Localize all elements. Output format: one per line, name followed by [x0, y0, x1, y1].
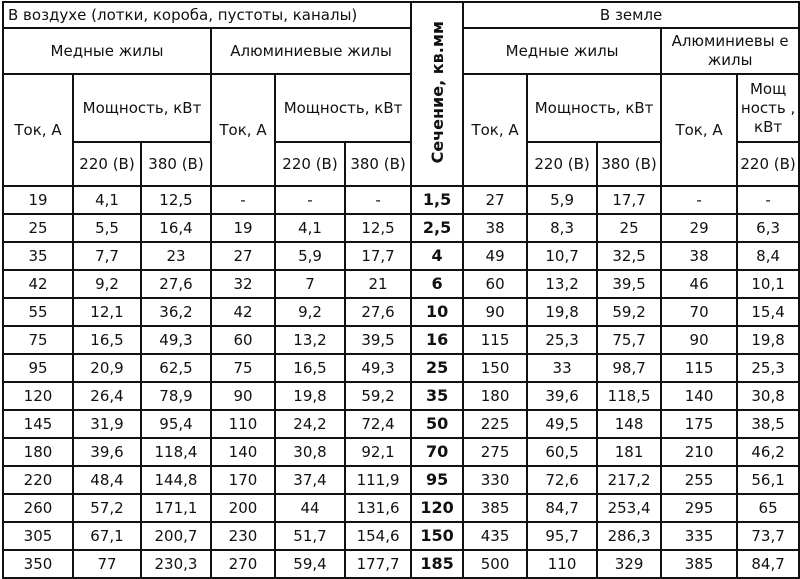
air-copper-220-cell: 67,1 [73, 522, 141, 550]
ground-copper-220-header: 220 (В) [527, 142, 597, 186]
ground-copper-220-cell: 84,7 [527, 494, 597, 522]
ground-aluminum-220-cell: 10,1 [737, 270, 799, 298]
ground-copper-380-cell: 39,5 [597, 270, 661, 298]
air-aluminum-header: Алюминиевые жилы [211, 28, 411, 74]
ground-aluminum-220-cell: 65 [737, 494, 799, 522]
ground-aluminum-current-cell: 295 [661, 494, 737, 522]
air-copper-220-cell: 26,4 [73, 382, 141, 410]
ground-aluminum-220-cell: 25,3 [737, 354, 799, 382]
air-aluminum-380-cell: 59,2 [345, 382, 411, 410]
air-copper-380-cell: 23 [141, 242, 211, 270]
air-copper-220-cell: 48,4 [73, 466, 141, 494]
ground-aluminum-current-cell: - [661, 186, 737, 214]
air-aluminum-380-cell: 72,4 [345, 410, 411, 438]
air-aluminum-current-cell: 200 [211, 494, 275, 522]
air-copper-220-cell: 9,2 [73, 270, 141, 298]
ground-copper-220-cell: 13,2 [527, 270, 597, 298]
section-cell: 150 [411, 522, 463, 550]
air-aluminum-current-cell: 42 [211, 298, 275, 326]
ground-aluminum-current-cell: 175 [661, 410, 737, 438]
ground-copper-current-cell: 49 [463, 242, 527, 270]
air-copper-380-header: 380 (В) [141, 142, 211, 186]
ground-copper-220-cell: 60,5 [527, 438, 597, 466]
air-copper-header: Медные жилы [3, 28, 211, 74]
air-copper-380-cell: 62,5 [141, 354, 211, 382]
ground-copper-220-cell: 95,7 [527, 522, 597, 550]
air-copper-current-header: Ток, А [3, 74, 73, 186]
air-copper-current-cell: 42 [3, 270, 73, 298]
ground-aluminum-current-cell: 255 [661, 466, 737, 494]
ground-copper-380-cell: 286,3 [597, 522, 661, 550]
air-aluminum-current-cell: 140 [211, 438, 275, 466]
table-row [3, 186, 799, 214]
air-aluminum-current-cell: 170 [211, 466, 275, 494]
section-cell: 2,5 [411, 214, 463, 242]
ground-copper-current-cell: 150 [463, 354, 527, 382]
air-copper-380-cell: 16,4 [141, 214, 211, 242]
air-copper-220-cell: 20,9 [73, 354, 141, 382]
air-aluminum-current-header: Ток, А [211, 74, 275, 186]
air-aluminum-current-cell: 270 [211, 550, 275, 578]
air-aluminum-380-cell: 17,7 [345, 242, 411, 270]
table-row [3, 354, 799, 382]
ground-aluminum-current-cell: 70 [661, 298, 737, 326]
air-aluminum-current-cell: 75 [211, 354, 275, 382]
table-body [3, 186, 799, 578]
ground-aluminum-220-cell: 8,4 [737, 242, 799, 270]
ground-copper-220-cell: 5,9 [527, 186, 597, 214]
ground-copper-380-cell: 217,2 [597, 466, 661, 494]
ground-aluminum-current-cell: 29 [661, 214, 737, 242]
ground-aluminum-current-header: Ток, А [661, 74, 737, 186]
air-aluminum-220-cell: 4,1 [275, 214, 345, 242]
ground-aluminum-current-cell: 210 [661, 438, 737, 466]
section-cell: 4 [411, 242, 463, 270]
air-copper-380-cell: 118,4 [141, 438, 211, 466]
air-copper-220-cell: 39,6 [73, 438, 141, 466]
air-aluminum-380-cell: 131,6 [345, 494, 411, 522]
ground-copper-220-cell: 10,7 [527, 242, 597, 270]
ground-aluminum-current-cell: 115 [661, 354, 737, 382]
air-copper-380-cell: 36,2 [141, 298, 211, 326]
air-aluminum-220-cell: 59,4 [275, 550, 345, 578]
air-aluminum-current-cell: - [211, 186, 275, 214]
air-copper-220-cell: 31,9 [73, 410, 141, 438]
ground-copper-380-cell: 25 [597, 214, 661, 242]
air-copper-220-header: 220 (В) [73, 142, 141, 186]
ground-copper-380-cell: 32,5 [597, 242, 661, 270]
air-aluminum-current-cell: 32 [211, 270, 275, 298]
air-copper-current-cell: 19 [3, 186, 73, 214]
air-copper-current-cell: 95 [3, 354, 73, 382]
air-copper-power-header: Мощность, кВт [73, 74, 211, 142]
air-aluminum-380-cell: 177,7 [345, 550, 411, 578]
ground-aluminum-220-cell: 6,3 [737, 214, 799, 242]
section-cell: 1,5 [411, 186, 463, 214]
cable-section-table [2, 1, 800, 579]
ground-aluminum-current-cell: 385 [661, 550, 737, 578]
table-row [3, 214, 799, 242]
air-aluminum-220-cell: 5,9 [275, 242, 345, 270]
air-copper-current-cell: 145 [3, 410, 73, 438]
section-cell: 70 [411, 438, 463, 466]
air-aluminum-380-cell: 21 [345, 270, 411, 298]
air-aluminum-current-cell: 60 [211, 326, 275, 354]
ground-copper-current-cell: 180 [463, 382, 527, 410]
table-row [3, 410, 799, 438]
air-aluminum-380-cell: 39,5 [345, 326, 411, 354]
air-aluminum-380-cell: 111,9 [345, 466, 411, 494]
air-aluminum-220-cell: 44 [275, 494, 345, 522]
ground-aluminum-current-cell: 38 [661, 242, 737, 270]
air-copper-380-cell: 144,8 [141, 466, 211, 494]
air-copper-380-cell: 78,9 [141, 382, 211, 410]
air-aluminum-380-header: 380 (В) [345, 142, 411, 186]
ground-copper-current-cell: 225 [463, 410, 527, 438]
air-copper-380-cell: 49,3 [141, 326, 211, 354]
table-row [3, 550, 799, 578]
air-copper-current-cell: 35 [3, 242, 73, 270]
air-aluminum-380-cell: - [345, 186, 411, 214]
air-aluminum-220-cell: - [275, 186, 345, 214]
table-row [3, 270, 799, 298]
ground-copper-380-cell: 59,2 [597, 298, 661, 326]
air-copper-220-cell: 57,2 [73, 494, 141, 522]
ground-aluminum-current-cell: 46 [661, 270, 737, 298]
air-aluminum-current-cell: 27 [211, 242, 275, 270]
air-copper-220-cell: 4,1 [73, 186, 141, 214]
section-header [411, 2, 463, 186]
air-copper-current-cell: 260 [3, 494, 73, 522]
air-copper-220-cell: 7,7 [73, 242, 141, 270]
air-copper-current-cell: 220 [3, 466, 73, 494]
ground-aluminum-220-cell: 15,4 [737, 298, 799, 326]
ground-copper-current-cell: 90 [463, 298, 527, 326]
ground-copper-220-cell: 72,6 [527, 466, 597, 494]
table-row [3, 494, 799, 522]
ground-aluminum-220-cell: 19,8 [737, 326, 799, 354]
section-cell: 35 [411, 382, 463, 410]
section-cell: 120 [411, 494, 463, 522]
air-copper-current-cell: 120 [3, 382, 73, 410]
ground-copper-220-cell: 49,5 [527, 410, 597, 438]
table-row [3, 438, 799, 466]
section-cell: 50 [411, 410, 463, 438]
air-aluminum-220-cell: 24,2 [275, 410, 345, 438]
section-cell: 95 [411, 466, 463, 494]
air-aluminum-current-cell: 230 [211, 522, 275, 550]
air-aluminum-380-cell: 27,6 [345, 298, 411, 326]
section-cell: 6 [411, 270, 463, 298]
table-row [3, 326, 799, 354]
ground-copper-380-cell: 75,7 [597, 326, 661, 354]
air-aluminum-380-cell: 49,3 [345, 354, 411, 382]
ground-copper-current-cell: 38 [463, 214, 527, 242]
ground-copper-220-cell: 8,3 [527, 214, 597, 242]
air-copper-current-cell: 305 [3, 522, 73, 550]
ground-header: В земле [463, 2, 799, 28]
ground-copper-380-header: 380 (В) [597, 142, 661, 186]
air-aluminum-220-header: 220 (В) [275, 142, 345, 186]
air-copper-220-cell: 16,5 [73, 326, 141, 354]
ground-copper-380-cell: 98,7 [597, 354, 661, 382]
air-copper-220-cell: 12,1 [73, 298, 141, 326]
air-copper-380-cell: 230,3 [141, 550, 211, 578]
ground-copper-220-cell: 19,8 [527, 298, 597, 326]
air-copper-current-cell: 75 [3, 326, 73, 354]
ground-copper-current-cell: 60 [463, 270, 527, 298]
air-copper-380-cell: 12,5 [141, 186, 211, 214]
ground-copper-current-cell: 330 [463, 466, 527, 494]
ground-aluminum-220-cell: 56,1 [737, 466, 799, 494]
table-row [3, 242, 799, 270]
ground-copper-380-cell: 253,4 [597, 494, 661, 522]
ground-copper-current-cell: 385 [463, 494, 527, 522]
ground-aluminum-current-cell: 335 [661, 522, 737, 550]
air-aluminum-current-cell: 90 [211, 382, 275, 410]
ground-copper-380-cell: 118,5 [597, 382, 661, 410]
air-aluminum-current-cell: 19 [211, 214, 275, 242]
ground-copper-220-cell: 39,6 [527, 382, 597, 410]
ground-copper-header: Медные жилы [463, 28, 661, 74]
ground-copper-380-cell: 148 [597, 410, 661, 438]
air-copper-220-cell: 77 [73, 550, 141, 578]
ground-copper-current-cell: 27 [463, 186, 527, 214]
ground-copper-current-header: Ток, А [463, 74, 527, 186]
air-aluminum-380-cell: 12,5 [345, 214, 411, 242]
air-copper-current-cell: 25 [3, 214, 73, 242]
air-aluminum-220-cell: 7 [275, 270, 345, 298]
air-copper-current-cell: 350 [3, 550, 73, 578]
air-copper-380-cell: 200,7 [141, 522, 211, 550]
table-row [3, 466, 799, 494]
air-aluminum-220-cell: 16,5 [275, 354, 345, 382]
air-aluminum-380-cell: 92,1 [345, 438, 411, 466]
table-row [3, 382, 799, 410]
ground-copper-380-cell: 17,7 [597, 186, 661, 214]
section-cell: 25 [411, 354, 463, 382]
ground-aluminum-220-cell: 46,2 [737, 438, 799, 466]
air-aluminum-220-cell: 30,8 [275, 438, 345, 466]
ground-aluminum-header: Алюминиевы е жилы [661, 28, 799, 74]
air-copper-380-cell: 27,6 [141, 270, 211, 298]
air-copper-current-cell: 55 [3, 298, 73, 326]
ground-copper-220-cell: 33 [527, 354, 597, 382]
air-copper-380-cell: 171,1 [141, 494, 211, 522]
ground-copper-220-cell: 110 [527, 550, 597, 578]
ground-copper-380-cell: 181 [597, 438, 661, 466]
air-header: В воздухе (лотки, короба, пустоты, каналы) [3, 2, 411, 28]
air-aluminum-current-cell: 110 [211, 410, 275, 438]
ground-aluminum-220-cell: - [737, 186, 799, 214]
ground-copper-380-cell: 329 [597, 550, 661, 578]
ground-aluminum-220-cell: 30,8 [737, 382, 799, 410]
air-aluminum-power-header: Мощность, кВт [275, 74, 411, 142]
air-aluminum-220-cell: 9,2 [275, 298, 345, 326]
ground-copper-220-cell: 25,3 [527, 326, 597, 354]
air-aluminum-380-cell: 154,6 [345, 522, 411, 550]
table-row [3, 522, 799, 550]
air-aluminum-220-cell: 13,2 [275, 326, 345, 354]
section-cell: 10 [411, 298, 463, 326]
table-row [3, 298, 799, 326]
air-copper-current-cell: 180 [3, 438, 73, 466]
ground-aluminum-220-cell: 38,5 [737, 410, 799, 438]
ground-aluminum-220-cell: 84,7 [737, 550, 799, 578]
ground-aluminum-power-header: Мощ ность , кВт [737, 74, 799, 142]
ground-copper-current-cell: 115 [463, 326, 527, 354]
ground-copper-current-cell: 500 [463, 550, 527, 578]
ground-copper-power-header: Мощность, кВт [527, 74, 661, 142]
section-cell: 16 [411, 326, 463, 354]
ground-aluminum-current-cell: 90 [661, 326, 737, 354]
ground-copper-current-cell: 435 [463, 522, 527, 550]
ground-aluminum-220-cell: 73,7 [737, 522, 799, 550]
air-aluminum-220-cell: 19,8 [275, 382, 345, 410]
ground-copper-current-cell: 275 [463, 438, 527, 466]
air-aluminum-220-cell: 37,4 [275, 466, 345, 494]
section-label: Сечение, кв.мм [427, 20, 447, 164]
ground-aluminum-220-header: 220 (В) [737, 142, 799, 186]
air-copper-380-cell: 95,4 [141, 410, 211, 438]
air-aluminum-220-cell: 51,7 [275, 522, 345, 550]
ground-aluminum-current-cell: 140 [661, 382, 737, 410]
air-copper-220-cell: 5,5 [73, 214, 141, 242]
section-cell: 185 [411, 550, 463, 578]
